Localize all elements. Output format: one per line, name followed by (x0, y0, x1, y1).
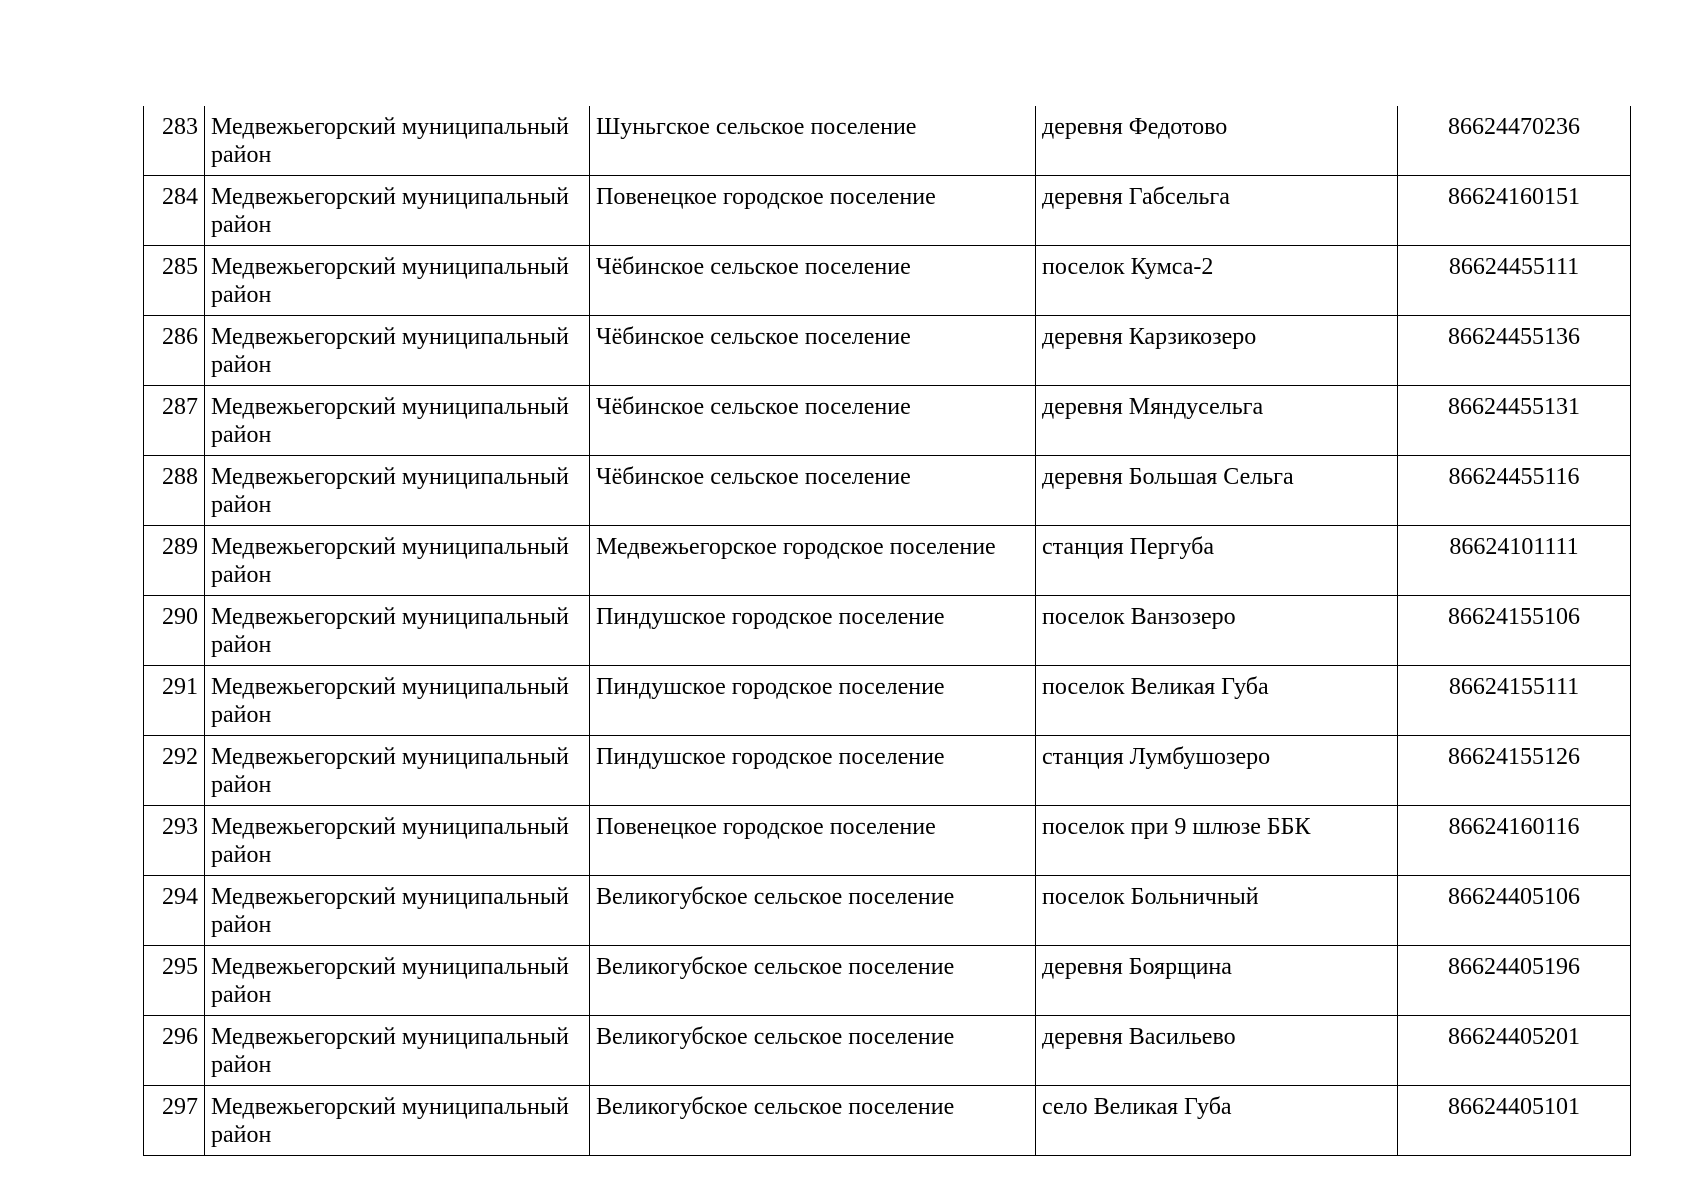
settlement-cell: Повенецкое городское поселение (590, 176, 1036, 246)
oktmo-code-cell: 86624155106 (1398, 596, 1631, 666)
table-row (144, 596, 1631, 666)
oktmo-code-cell: 86624455136 (1398, 316, 1631, 386)
district-cell: Медвежьегорский муниципальный район (205, 596, 590, 666)
district-cell: Медвежьегорский муниципальный район (205, 386, 590, 456)
table-row (144, 176, 1631, 246)
table-body (144, 106, 1631, 1156)
locality-cell: поселок Больничный (1036, 876, 1398, 946)
settlement-cell: Чёбинское сельское поселение (590, 246, 1036, 316)
locality-cell: станция Пергуба (1036, 526, 1398, 596)
row-number-cell: 294 (144, 876, 205, 946)
settlement-cell: Пиндушское городское поселение (590, 666, 1036, 736)
table-row (144, 246, 1631, 316)
district-cell: Медвежьегорский муниципальный район (205, 946, 590, 1016)
locality-cell: деревня Федотово (1036, 106, 1398, 176)
oktmo-code-cell: 86624455131 (1398, 386, 1631, 456)
locality-cell: станция Лумбушозеро (1036, 736, 1398, 806)
oktmo-code-cell: 86624160116 (1398, 806, 1631, 876)
oktmo-code-cell: 86624470236 (1398, 106, 1631, 176)
row-number-cell: 291 (144, 666, 205, 736)
row-number-cell: 293 (144, 806, 205, 876)
locality-cell: деревня Васильево (1036, 1016, 1398, 1086)
settlement-cell: Повенецкое городское поселение (590, 806, 1036, 876)
district-cell: Медвежьегорский муниципальный район (205, 106, 590, 176)
row-number-cell: 283 (144, 106, 205, 176)
table-row (144, 106, 1631, 176)
table-row (144, 736, 1631, 806)
table-row (144, 1016, 1631, 1086)
row-number-cell: 285 (144, 246, 205, 316)
locality-cell: поселок Ванзозеро (1036, 596, 1398, 666)
district-cell: Медвежьегорский муниципальный район (205, 526, 590, 596)
settlement-cell: Великогубское сельское поселение (590, 1016, 1036, 1086)
table-row (144, 666, 1631, 736)
district-cell: Медвежьегорский муниципальный район (205, 666, 590, 736)
locality-cell: поселок при 9 шлюзе ББК (1036, 806, 1398, 876)
oktmo-code-cell: 86624405106 (1398, 876, 1631, 946)
row-number-cell: 286 (144, 316, 205, 386)
oktmo-code-cell: 86624405201 (1398, 1016, 1631, 1086)
oktmo-code-cell: 86624455116 (1398, 456, 1631, 526)
row-number-cell: 289 (144, 526, 205, 596)
locality-cell: поселок Кумса-2 (1036, 246, 1398, 316)
row-number-cell: 284 (144, 176, 205, 246)
settlement-cell: Чёбинское сельское поселение (590, 456, 1036, 526)
row-number-cell: 297 (144, 1086, 205, 1156)
settlement-cell: Пиндушское городское поселение (590, 596, 1036, 666)
oktmo-code-cell: 86624405196 (1398, 946, 1631, 1016)
settlement-cell: Великогубское сельское поселение (590, 1086, 1036, 1156)
table-row (144, 526, 1631, 596)
table-row (144, 456, 1631, 526)
locality-cell: деревня Большая Сельга (1036, 456, 1398, 526)
district-cell: Медвежьегорский муниципальный район (205, 1016, 590, 1086)
district-cell: Медвежьегорский муниципальный район (205, 316, 590, 386)
settlement-cell: Пиндушское городское поселение (590, 736, 1036, 806)
locality-cell: село Великая Губа (1036, 1086, 1398, 1156)
settlement-cell: Великогубское сельское поселение (590, 946, 1036, 1016)
row-number-cell: 288 (144, 456, 205, 526)
table-row (144, 946, 1631, 1016)
locality-cell: деревня Габсельга (1036, 176, 1398, 246)
row-number-cell: 295 (144, 946, 205, 1016)
oktmo-code-cell: 86624101111 (1398, 526, 1631, 596)
oktmo-code-cell: 86624160151 (1398, 176, 1631, 246)
district-cell: Медвежьегорский муниципальный район (205, 876, 590, 946)
district-cell: Медвежьегорский муниципальный район (205, 806, 590, 876)
oktmo-code-cell: 86624155111 (1398, 666, 1631, 736)
oktmo-code-cell: 86624455111 (1398, 246, 1631, 316)
district-cell: Медвежьегорский муниципальный район (205, 246, 590, 316)
settlement-cell: Чёбинское сельское поселение (590, 316, 1036, 386)
row-number-cell: 287 (144, 386, 205, 456)
locality-cell: деревня Мяндусельга (1036, 386, 1398, 456)
settlements-table (143, 106, 1631, 1156)
district-cell: Медвежьегорский муниципальный район (205, 176, 590, 246)
table-row (144, 316, 1631, 386)
row-number-cell: 290 (144, 596, 205, 666)
settlement-cell: Чёбинское сельское поселение (590, 386, 1036, 456)
locality-cell: деревня Карзикозеро (1036, 316, 1398, 386)
row-number-cell: 296 (144, 1016, 205, 1086)
table-row (144, 386, 1631, 456)
locality-cell: деревня Боярщина (1036, 946, 1398, 1016)
table-row (144, 806, 1631, 876)
district-cell: Медвежьегорский муниципальный район (205, 1086, 590, 1156)
district-cell: Медвежьегорский муниципальный район (205, 736, 590, 806)
settlement-cell: Медвежьегорское городское поселение (590, 526, 1036, 596)
settlement-cell: Великогубское сельское поселение (590, 876, 1036, 946)
oktmo-code-cell: 86624405101 (1398, 1086, 1631, 1156)
table-row (144, 876, 1631, 946)
settlement-cell: Шуньгское сельское поселение (590, 106, 1036, 176)
row-number-cell: 292 (144, 736, 205, 806)
district-cell: Медвежьегорский муниципальный район (205, 456, 590, 526)
oktmo-code-cell: 86624155126 (1398, 736, 1631, 806)
table-row (144, 1086, 1631, 1156)
locality-cell: поселок Великая Губа (1036, 666, 1398, 736)
